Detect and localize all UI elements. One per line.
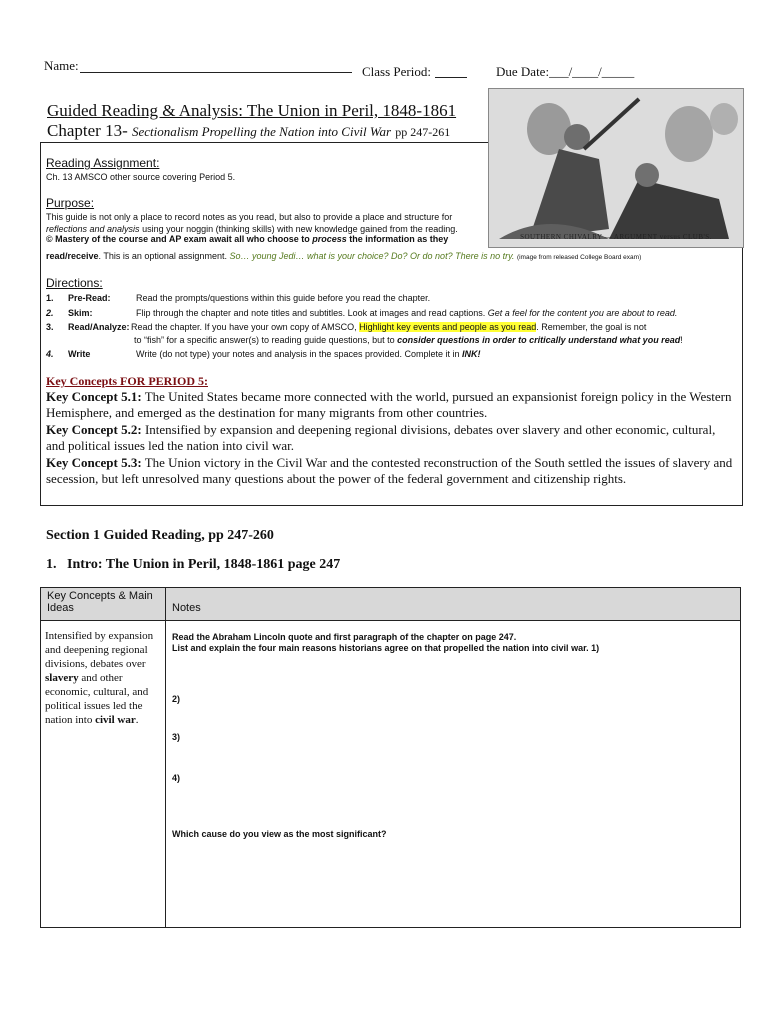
key-concept-5-1: Key Concept 5.1: The United States became more connected with the world, pursued an expansionist foreign policy in the Western Hemisphere, and emerged as the destination for many migrants from other countries. (46, 389, 732, 420)
image-caption: SOUTHERN CHIVALRY — ARGUMENT versus CLUB'S. (520, 233, 712, 241)
notes-item-3: 3) (172, 732, 181, 742)
table-row (41, 621, 741, 928)
notes-item-4: 4) (172, 773, 181, 783)
reading-assignment-heading: Reading Assignment: (46, 156, 160, 170)
name-label: Name: (44, 58, 79, 73)
cartoon-illustration (489, 89, 743, 247)
class-period-field[interactable] (435, 66, 467, 78)
name-field[interactable] (80, 60, 352, 73)
chapter-subtitle: Sectionalism Propelling the Nation into Civil War (131, 124, 392, 139)
key-concept-cell: Intensified by expansion and deepening regional divisions, debates over slavery and other economic, cultural, and political issues led the nation into civil war. (41, 621, 166, 928)
purpose-line-3: © Mastery of the course and AP exam await all who choose to process the information as they (46, 234, 449, 244)
highlighted-text: Highlight key events and people as you read (359, 322, 537, 332)
chapter-title: Chapter 13- Sectionalism Propelling the Nation into Civil War pp 247-261 (47, 121, 451, 140)
direction-item-4: 4. Write Write (do not type) your notes and analysis in the spaces provided. Complete it in INK! (46, 349, 481, 359)
column-header-notes: Notes (166, 588, 741, 621)
notes-question: Which cause do you view as the most significant? (172, 829, 387, 839)
class-period-label: Class Period: (362, 64, 431, 79)
purpose-line-1: This guide is not only a place to record notes as you read, but also to provide a place and structure for (46, 212, 453, 222)
column-header-key-concepts: Key Concepts & Main Ideas (41, 588, 166, 621)
key-concept-5-2: Key Concept 5.2: Intensified by expansion and deepening regional divisions, debates over slavery and other economic, cultural, and political issues led the nation into civil war. (46, 422, 716, 453)
notes-instruction-1: Read the Abraham Lincoln quote and first paragraph of the chapter on page 247. (172, 632, 517, 642)
key-concept-5-3: Key Concept 5.3: The Union victory in the Civil War and the contested reconstruction of the South settled the issues of slavery and secession, but left unresolved many questions about the power of the federal government and citizenship rights. (46, 455, 733, 486)
section-title: Section 1 Guided Reading, pp 247-260 (46, 528, 274, 543)
historical-cartoon-image (488, 88, 744, 248)
purpose-line-4: read/receive. This is an optional assignment. So… young Jedi… what is your choice? Do? Or do not? There is no try. (image from released College Board exam) (46, 251, 642, 261)
notes-table (40, 587, 741, 928)
direction-item-2: 2. Skim: Flip through the chapter and note titles and subtitles. Look at images and read captions. Get a feel for the content you are about to read. (46, 308, 678, 318)
chapter-pages: pp 247-261 (395, 125, 451, 139)
key-concepts-heading: Key Concepts FOR PERIOD 5: (46, 374, 208, 388)
document-title: Guided Reading & Analysis: The Union in Peril, 1848-1861 (47, 101, 457, 120)
due-date-field[interactable]: ___/____/_____ (549, 64, 635, 79)
notes-instruction-2: List and explain the four main reasons historians agree on that propelled the nation into civil war. 1) (172, 643, 600, 653)
direction-item-1: 1. Pre-Read: Read the prompts/questions within this guide before you read the chapter. (46, 293, 431, 303)
notes-item-2: 2) (172, 694, 181, 704)
purpose-heading: Purpose: (46, 196, 95, 210)
table-header-row (41, 588, 741, 621)
direction-item-3-line-2: to “fish” for a specific answer(s) to reading guide questions, but to consider questions in order to critically understand what you read! (134, 335, 683, 345)
notes-cell[interactable] (166, 621, 741, 928)
section-subtitle: 1. Intro: The Union in Peril, 1848-1861 page 247 (46, 557, 341, 572)
purpose-line-2: reflections and analysis using your noggin (thinking skills) with new knowledge gained from the reading. (46, 224, 458, 234)
due-date-label: Due Date:___/____/_____ (496, 64, 635, 79)
direction-item-3: 3. Read/Analyze: Read the chapter. If you have your own copy of AMSCO, Highlight key events and people as you read. Remember, the goal is not (46, 322, 647, 332)
reading-assignment-text: Ch. 13 AMSCO other source covering Period 5. (46, 172, 236, 182)
directions-heading: Directions: (46, 276, 103, 290)
